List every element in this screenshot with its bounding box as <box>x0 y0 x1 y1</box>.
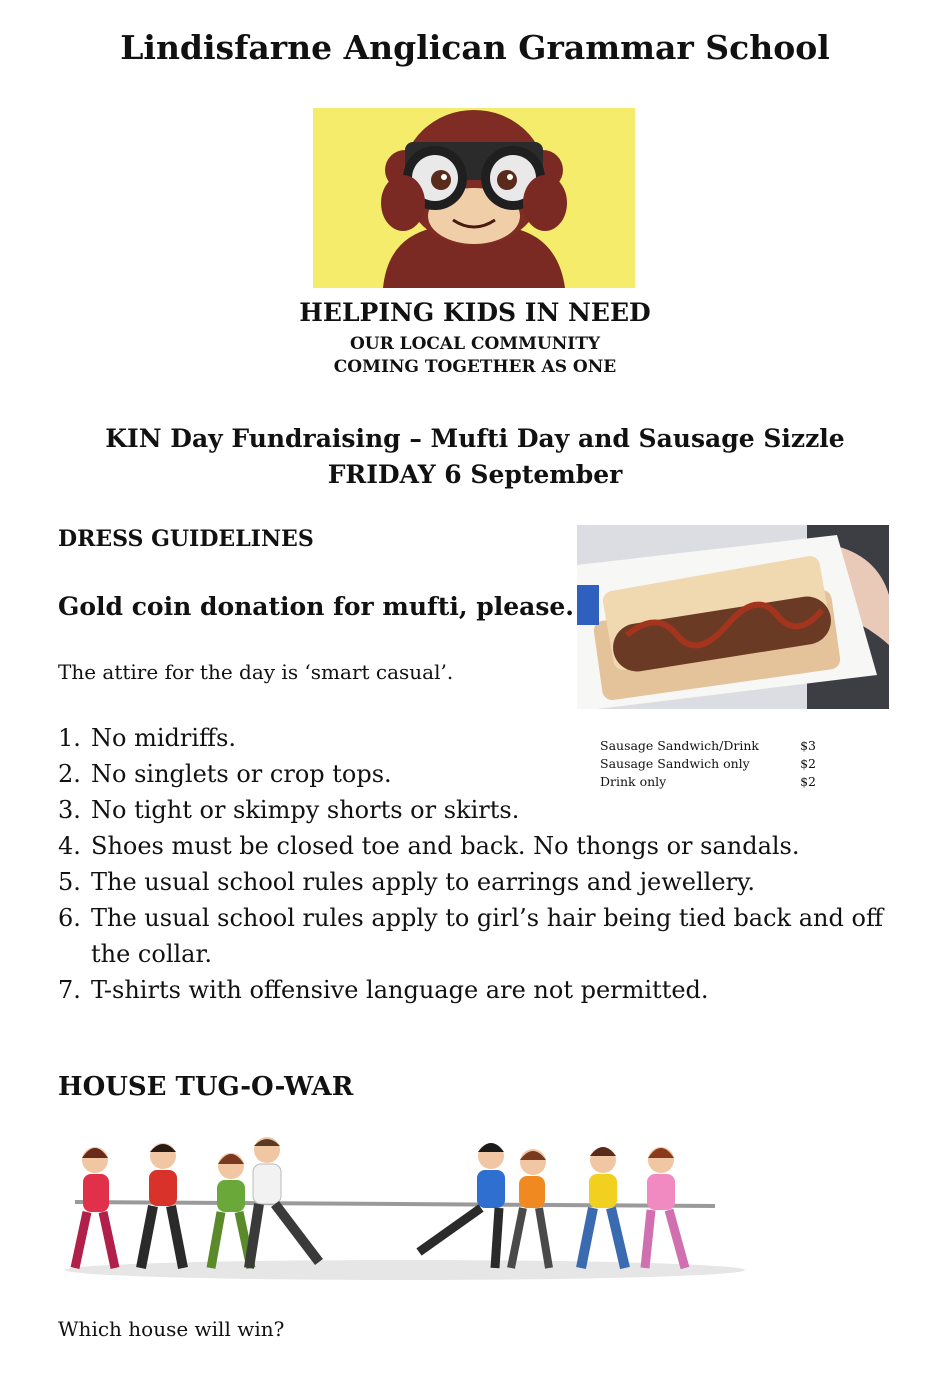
list-item <box>58 972 888 1008</box>
tug-of-war-icon <box>55 1130 755 1290</box>
price-value: $3 <box>800 738 816 753</box>
sausage-sandwich-photo <box>577 525 889 709</box>
dress-guidelines-heading: DRESS GUIDELINES <box>58 526 314 552</box>
event-title: KIN Day Fundraising – Mufti Day and Sausage Sizzle <box>105 424 845 453</box>
rule-number: 4. <box>58 832 81 860</box>
dress-rules-list <box>58 720 888 1008</box>
price-item: Sausage Sandwich only <box>600 756 750 771</box>
rule-text: No tight or skimpy shorts or skirts. <box>91 796 520 824</box>
rule-text: The usual school rules apply to girl’s hair being tied back and off the collar. <box>91 904 883 968</box>
list-item <box>58 828 888 864</box>
rule-number: 7. <box>58 976 81 1004</box>
rule-number: 6. <box>58 904 81 932</box>
subline-together: COMING TOGETHER AS ONE <box>333 357 617 377</box>
rule-text: No midriffs. <box>91 724 237 752</box>
monkey-binoculars-logo <box>313 108 635 288</box>
rule-text: Shoes must be closed toe and back. No thongs or sandals. <box>91 832 800 860</box>
list-item <box>58 864 888 900</box>
price-item: Drink only <box>600 774 667 789</box>
rule-text: The usual school rules apply to earrings and jewellery. <box>91 868 756 896</box>
price-value: $2 <box>800 756 816 771</box>
rule-text: No singlets or crop tops. <box>91 760 392 788</box>
list-item <box>58 720 888 756</box>
tug-of-war-illustration <box>55 1130 755 1290</box>
price-item: Sausage Sandwich/Drink <box>600 738 759 753</box>
price-value: $2 <box>800 774 816 789</box>
rule-text: T-shirts with offensive language are not permitted. <box>91 976 709 1004</box>
list-item <box>58 756 888 792</box>
school-title: Lindisfarne Anglican Grammar School <box>120 28 830 67</box>
subline-community: OUR LOCAL COMMUNITY <box>349 334 601 354</box>
tagline: HELPING KIDS IN NEED <box>299 298 651 327</box>
rule-number: 5. <box>58 868 81 896</box>
sausage-sandwich-image <box>577 525 889 709</box>
list-item <box>58 792 888 828</box>
which-house-question: Which house will win? <box>58 1317 285 1341</box>
donation-note: Gold coin donation for mufti, please. <box>58 592 575 621</box>
event-date: FRIDAY 6 September <box>327 460 623 489</box>
monkey-with-binoculars-icon <box>313 108 635 288</box>
attire-note: The attire for the day is ‘smart casual’. <box>58 660 454 684</box>
tug-of-war-heading: HOUSE TUG-O-WAR <box>58 1072 354 1102</box>
rule-number: 1. <box>58 724 81 752</box>
rule-number: 2. <box>58 760 81 788</box>
rule-number: 3. <box>58 796 81 824</box>
list-item <box>58 900 888 972</box>
